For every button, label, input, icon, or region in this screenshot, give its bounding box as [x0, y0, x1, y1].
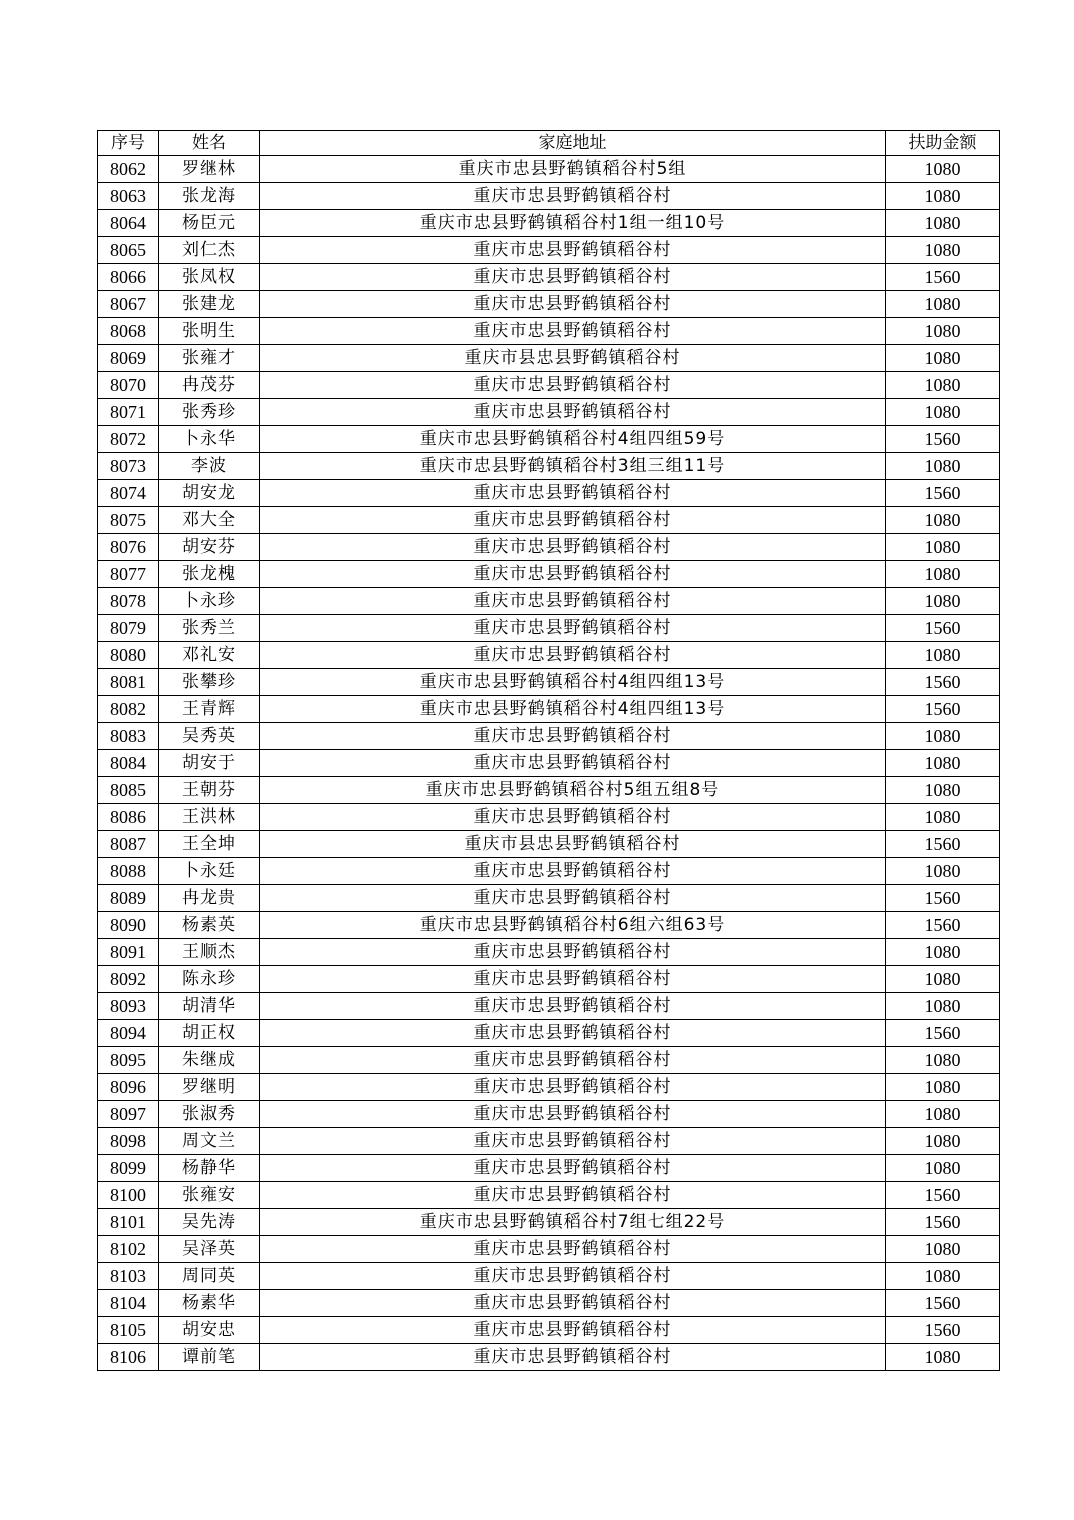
- table-header: [98, 131, 1000, 156]
- address-cell: 重庆市忠县野鹤镇稻谷村: [260, 1317, 886, 1344]
- table-row: [98, 750, 1000, 777]
- name-cell: 杨静华: [159, 1155, 260, 1182]
- address-cell: 重庆市忠县野鹤镇稻谷村: [260, 723, 886, 750]
- amount-cell: 1080: [886, 804, 1000, 831]
- serial-number-cell: 8088: [98, 858, 159, 885]
- amount-cell: 1080: [886, 1047, 1000, 1074]
- address-cell: 重庆市忠县野鹤镇稻谷村: [260, 561, 886, 588]
- amount-cell: 1560: [886, 1182, 1000, 1209]
- name-cell: 张凤权: [159, 264, 260, 291]
- address-cell: 重庆市忠县野鹤镇稻谷村4组四组13号: [260, 669, 886, 696]
- address-cell: 重庆市县忠县野鹤镇稻谷村: [260, 831, 886, 858]
- table-row: [98, 777, 1000, 804]
- amount-cell: 1080: [886, 534, 1000, 561]
- table-row: [98, 1236, 1000, 1263]
- table-row: [98, 939, 1000, 966]
- serial-number-cell: 8075: [98, 507, 159, 534]
- table-row: [98, 669, 1000, 696]
- table-row: [98, 696, 1000, 723]
- serial-number-cell: 8090: [98, 912, 159, 939]
- serial-number-cell: 8069: [98, 345, 159, 372]
- table-row: [98, 1101, 1000, 1128]
- amount-cell: 1080: [886, 318, 1000, 345]
- amount-cell: 1560: [886, 831, 1000, 858]
- amount-cell: 1080: [886, 858, 1000, 885]
- name-cell: 冉茂芬: [159, 372, 260, 399]
- address-cell: 重庆市忠县野鹤镇稻谷村: [260, 1047, 886, 1074]
- table-row: [98, 1047, 1000, 1074]
- serial-number-cell: 8064: [98, 210, 159, 237]
- address-cell: 重庆市忠县野鹤镇稻谷村6组六组63号: [260, 912, 886, 939]
- amount-cell: 1560: [886, 1290, 1000, 1317]
- serial-number-cell: 8074: [98, 480, 159, 507]
- name-cell: 张建龙: [159, 291, 260, 318]
- address-cell: 重庆市忠县野鹤镇稻谷村5组: [260, 156, 886, 183]
- name-cell: 李波: [159, 453, 260, 480]
- table-row: [98, 1128, 1000, 1155]
- table-row: [98, 399, 1000, 426]
- name-cell: 胡安忠: [159, 1317, 260, 1344]
- address-cell: 重庆市忠县野鹤镇稻谷村: [260, 615, 886, 642]
- amount-cell: 1080: [886, 1128, 1000, 1155]
- name-cell: 张雍才: [159, 345, 260, 372]
- amount-cell: 1080: [886, 210, 1000, 237]
- address-cell: 重庆市忠县野鹤镇稻谷村: [260, 318, 886, 345]
- table-row: [98, 885, 1000, 912]
- name-cell: 王洪林: [159, 804, 260, 831]
- address-cell: 重庆市忠县野鹤镇稻谷村: [260, 1020, 886, 1047]
- name-cell: 邓礼安: [159, 642, 260, 669]
- amount-cell: 1080: [886, 642, 1000, 669]
- address-cell: 重庆市忠县野鹤镇稻谷村: [260, 966, 886, 993]
- serial-number-cell: 8094: [98, 1020, 159, 1047]
- serial-number-cell: 8081: [98, 669, 159, 696]
- address-cell: 重庆市忠县野鹤镇稻谷村3组三组11号: [260, 453, 886, 480]
- amount-cell: 1080: [886, 372, 1000, 399]
- table-row: [98, 453, 1000, 480]
- name-cell: 张攀珍: [159, 669, 260, 696]
- amount-cell: 1560: [886, 480, 1000, 507]
- address-cell: 重庆市忠县野鹤镇稻谷村: [260, 939, 886, 966]
- serial-number-cell: 8063: [98, 183, 159, 210]
- name-cell: 王全坤: [159, 831, 260, 858]
- address-cell: 重庆市忠县野鹤镇稻谷村4组四组59号: [260, 426, 886, 453]
- table-row: [98, 1344, 1000, 1371]
- serial-number-cell: 8071: [98, 399, 159, 426]
- name-cell: 王顺杰: [159, 939, 260, 966]
- amount-cell: 1560: [886, 696, 1000, 723]
- amount-cell: 1080: [886, 777, 1000, 804]
- serial-number-cell: 8078: [98, 588, 159, 615]
- serial-number-cell: 8101: [98, 1209, 159, 1236]
- table-row: [98, 1209, 1000, 1236]
- table-body: [98, 156, 1000, 1371]
- table-row: [98, 831, 1000, 858]
- serial-number-cell: 8106: [98, 1344, 159, 1371]
- amount-cell: 1560: [886, 1317, 1000, 1344]
- serial-number-cell: 8077: [98, 561, 159, 588]
- serial-number-cell: 8079: [98, 615, 159, 642]
- serial-number-cell: 8086: [98, 804, 159, 831]
- name-cell: 胡安芬: [159, 534, 260, 561]
- name-cell: 吴泽英: [159, 1236, 260, 1263]
- address-cell: 重庆市忠县野鹤镇稻谷村: [260, 183, 886, 210]
- serial-number-cell: 8100: [98, 1182, 159, 1209]
- address-cell: 重庆市忠县野鹤镇稻谷村: [260, 1074, 886, 1101]
- name-cell: 陈永珍: [159, 966, 260, 993]
- amount-cell: 1080: [886, 588, 1000, 615]
- amount-cell: 1080: [886, 561, 1000, 588]
- amount-cell: 1080: [886, 1344, 1000, 1371]
- name-cell: 卜永廷: [159, 858, 260, 885]
- address-cell: 重庆市忠县野鹤镇稻谷村: [260, 588, 886, 615]
- serial-number-cell: 8097: [98, 1101, 159, 1128]
- table-row: [98, 1182, 1000, 1209]
- amount-cell: 1080: [886, 507, 1000, 534]
- header-row: [98, 131, 1000, 156]
- table-row: [98, 210, 1000, 237]
- amount-cell: 1560: [886, 1020, 1000, 1047]
- serial-number-cell: 8076: [98, 534, 159, 561]
- name-cell: 卜永珍: [159, 588, 260, 615]
- serial-number-cell: 8067: [98, 291, 159, 318]
- address-cell: 重庆市忠县野鹤镇稻谷村: [260, 1128, 886, 1155]
- address-cell: 重庆市忠县野鹤镇稻谷村4组四组13号: [260, 696, 886, 723]
- amount-cell: 1080: [886, 1074, 1000, 1101]
- table-row: [98, 561, 1000, 588]
- table-row: [98, 372, 1000, 399]
- address-cell: 重庆市忠县野鹤镇稻谷村: [260, 237, 886, 264]
- name-cell: 王朝芬: [159, 777, 260, 804]
- address-cell: 重庆市忠县野鹤镇稻谷村: [260, 1344, 886, 1371]
- address-cell: 重庆市忠县野鹤镇稻谷村: [260, 534, 886, 561]
- name-cell: 张秀兰: [159, 615, 260, 642]
- address-cell: 重庆市忠县野鹤镇稻谷村: [260, 750, 886, 777]
- serial-number-cell: 8080: [98, 642, 159, 669]
- table-row: [98, 318, 1000, 345]
- address-cell: 重庆市忠县野鹤镇稻谷村: [260, 858, 886, 885]
- name-cell: 张雍安: [159, 1182, 260, 1209]
- address-cell: 重庆市忠县野鹤镇稻谷村7组七组22号: [260, 1209, 886, 1236]
- name-cell: 张龙槐: [159, 561, 260, 588]
- name-cell: 胡安于: [159, 750, 260, 777]
- assistance-list-table: [97, 130, 1000, 1371]
- name-cell: 周文兰: [159, 1128, 260, 1155]
- table-row: [98, 507, 1000, 534]
- serial-number-cell: 8092: [98, 966, 159, 993]
- name-cell: 罗继明: [159, 1074, 260, 1101]
- amount-cell: 1080: [886, 1155, 1000, 1182]
- address-cell: 重庆市忠县野鹤镇稻谷村: [260, 372, 886, 399]
- table-row: [98, 1317, 1000, 1344]
- name-cell: 邓大全: [159, 507, 260, 534]
- amount-cell: 1560: [886, 426, 1000, 453]
- table-row: [98, 264, 1000, 291]
- address-cell: 重庆市忠县野鹤镇稻谷村: [260, 993, 886, 1020]
- table-row: [98, 426, 1000, 453]
- table-row: [98, 804, 1000, 831]
- table-row: [98, 183, 1000, 210]
- address-cell: 重庆市忠县野鹤镇稻谷村: [260, 804, 886, 831]
- table-row: [98, 642, 1000, 669]
- serial-number-cell: 8099: [98, 1155, 159, 1182]
- serial-number-cell: 8091: [98, 939, 159, 966]
- amount-cell: 1080: [886, 183, 1000, 210]
- serial-number-cell: 8105: [98, 1317, 159, 1344]
- serial-number-cell: 8098: [98, 1128, 159, 1155]
- name-cell: 吴秀英: [159, 723, 260, 750]
- table-row: [98, 1155, 1000, 1182]
- table-row: [98, 291, 1000, 318]
- header-assistance-amount: 扶助金额: [886, 131, 1000, 156]
- amount-cell: 1080: [886, 1263, 1000, 1290]
- name-cell: 罗继林: [159, 156, 260, 183]
- name-cell: 吴先涛: [159, 1209, 260, 1236]
- address-cell: 重庆市忠县野鹤镇稻谷村: [260, 264, 886, 291]
- address-cell: 重庆市县忠县野鹤镇稻谷村: [260, 345, 886, 372]
- serial-number-cell: 8068: [98, 318, 159, 345]
- amount-cell: 1080: [886, 966, 1000, 993]
- address-cell: 重庆市忠县野鹤镇稻谷村1组一组10号: [260, 210, 886, 237]
- amount-cell: 1080: [886, 1101, 1000, 1128]
- name-cell: 胡正权: [159, 1020, 260, 1047]
- amount-cell: 1560: [886, 264, 1000, 291]
- name-cell: 杨素华: [159, 1290, 260, 1317]
- amount-cell: 1080: [886, 345, 1000, 372]
- address-cell: 重庆市忠县野鹤镇稻谷村: [260, 1290, 886, 1317]
- name-cell: 刘仁杰: [159, 237, 260, 264]
- name-cell: 杨素英: [159, 912, 260, 939]
- address-cell: 重庆市忠县野鹤镇稻谷村: [260, 1182, 886, 1209]
- address-cell: 重庆市忠县野鹤镇稻谷村: [260, 1263, 886, 1290]
- header-serial-number: 序号: [98, 131, 159, 156]
- amount-cell: 1080: [886, 993, 1000, 1020]
- amount-cell: 1560: [886, 1209, 1000, 1236]
- table-row: [98, 588, 1000, 615]
- amount-cell: 1080: [886, 399, 1000, 426]
- serial-number-cell: 8103: [98, 1263, 159, 1290]
- address-cell: 重庆市忠县野鹤镇稻谷村: [260, 642, 886, 669]
- serial-number-cell: 8072: [98, 426, 159, 453]
- name-cell: 卜永华: [159, 426, 260, 453]
- amount-cell: 1560: [886, 912, 1000, 939]
- serial-number-cell: 8066: [98, 264, 159, 291]
- name-cell: 胡清华: [159, 993, 260, 1020]
- name-cell: 谭前笔: [159, 1344, 260, 1371]
- table-row: [98, 480, 1000, 507]
- serial-number-cell: 8083: [98, 723, 159, 750]
- table-row: [98, 858, 1000, 885]
- table-row: [98, 615, 1000, 642]
- address-cell: 重庆市忠县野鹤镇稻谷村: [260, 1155, 886, 1182]
- serial-number-cell: 8065: [98, 237, 159, 264]
- address-cell: 重庆市忠县野鹤镇稻谷村: [260, 399, 886, 426]
- name-cell: 张明生: [159, 318, 260, 345]
- table-row: [98, 1263, 1000, 1290]
- name-cell: 王青辉: [159, 696, 260, 723]
- table-row: [98, 156, 1000, 183]
- serial-number-cell: 8095: [98, 1047, 159, 1074]
- table-row: [98, 345, 1000, 372]
- serial-number-cell: 8073: [98, 453, 159, 480]
- serial-number-cell: 8096: [98, 1074, 159, 1101]
- amount-cell: 1080: [886, 750, 1000, 777]
- table-row: [98, 237, 1000, 264]
- name-cell: 周同英: [159, 1263, 260, 1290]
- name-cell: 张淑秀: [159, 1101, 260, 1128]
- amount-cell: 1080: [886, 156, 1000, 183]
- serial-number-cell: 8084: [98, 750, 159, 777]
- name-cell: 杨臣元: [159, 210, 260, 237]
- table-row: [98, 1074, 1000, 1101]
- table-row: [98, 1020, 1000, 1047]
- amount-cell: 1080: [886, 237, 1000, 264]
- table-row: [98, 1290, 1000, 1317]
- amount-cell: 1080: [886, 453, 1000, 480]
- amount-cell: 1080: [886, 291, 1000, 318]
- name-cell: 张秀珍: [159, 399, 260, 426]
- amount-cell: 1080: [886, 939, 1000, 966]
- serial-number-cell: 8062: [98, 156, 159, 183]
- amount-cell: 1080: [886, 723, 1000, 750]
- table-row: [98, 723, 1000, 750]
- address-cell: 重庆市忠县野鹤镇稻谷村: [260, 480, 886, 507]
- table-row: [98, 993, 1000, 1020]
- name-cell: 冉龙贵: [159, 885, 260, 912]
- table-row: [98, 966, 1000, 993]
- name-cell: 朱继成: [159, 1047, 260, 1074]
- address-cell: 重庆市忠县野鹤镇稻谷村: [260, 507, 886, 534]
- name-cell: 张龙海: [159, 183, 260, 210]
- amount-cell: 1560: [886, 615, 1000, 642]
- name-cell: 胡安龙: [159, 480, 260, 507]
- address-cell: 重庆市忠县野鹤镇稻谷村: [260, 1236, 886, 1263]
- address-cell: 重庆市忠县野鹤镇稻谷村: [260, 1101, 886, 1128]
- table-row: [98, 534, 1000, 561]
- address-cell: 重庆市忠县野鹤镇稻谷村: [260, 291, 886, 318]
- serial-number-cell: 8087: [98, 831, 159, 858]
- amount-cell: 1560: [886, 885, 1000, 912]
- serial-number-cell: 8070: [98, 372, 159, 399]
- serial-number-cell: 8082: [98, 696, 159, 723]
- header-name: 姓名: [159, 131, 260, 156]
- serial-number-cell: 8093: [98, 993, 159, 1020]
- serial-number-cell: 8085: [98, 777, 159, 804]
- serial-number-cell: 8089: [98, 885, 159, 912]
- amount-cell: 1080: [886, 1236, 1000, 1263]
- amount-cell: 1560: [886, 669, 1000, 696]
- header-home-address: 家庭地址: [260, 131, 886, 156]
- address-cell: 重庆市忠县野鹤镇稻谷村5组五组8号: [260, 777, 886, 804]
- serial-number-cell: 8104: [98, 1290, 159, 1317]
- serial-number-cell: 8102: [98, 1236, 159, 1263]
- address-cell: 重庆市忠县野鹤镇稻谷村: [260, 885, 886, 912]
- table-row: [98, 912, 1000, 939]
